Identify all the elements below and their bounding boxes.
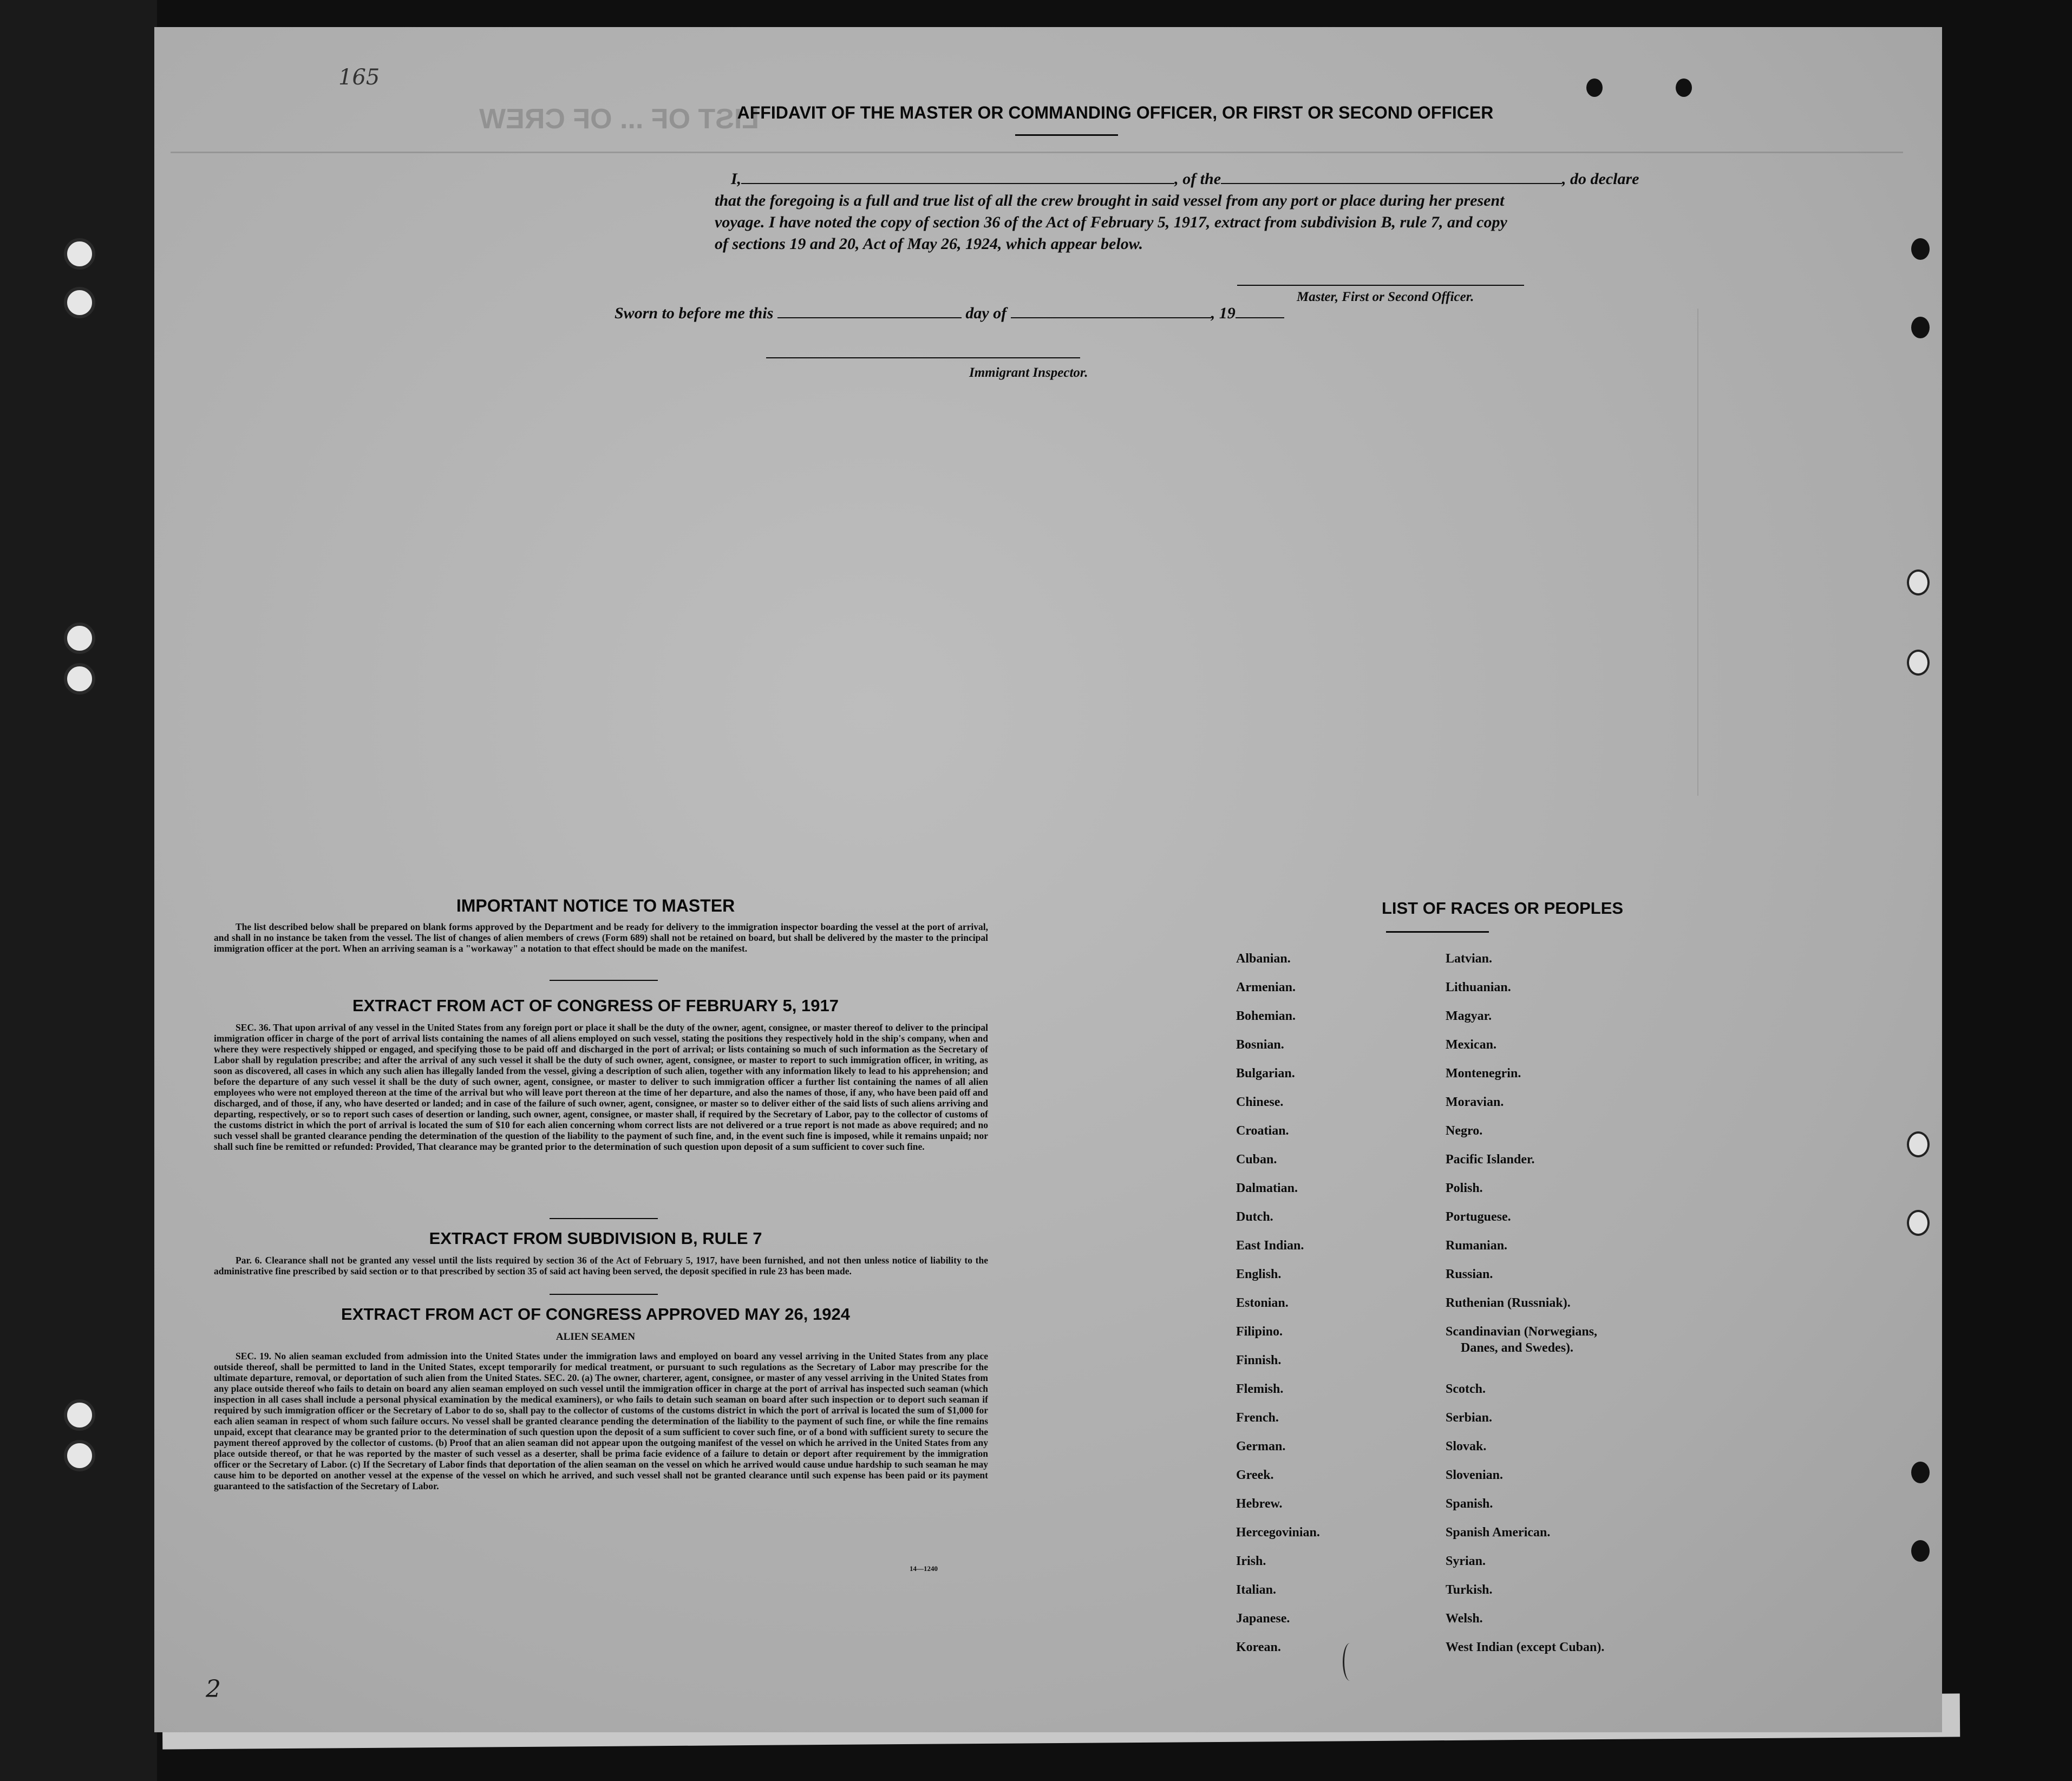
race-item: German. xyxy=(1236,1439,1286,1453)
race-item: Spanish American. xyxy=(1446,1525,1551,1540)
master-signature-label: Master, First or Second Officer. xyxy=(1297,290,1474,304)
section-rule xyxy=(550,1294,658,1295)
race-item: French. xyxy=(1236,1411,1279,1425)
punch-hole xyxy=(1911,1462,1930,1483)
bleed-through-line xyxy=(171,152,1903,153)
inspector-signature-line[interactable] xyxy=(766,357,1080,358)
affidavit-line3: voyage. I have noted the copy of section 36 of the Act of February 5, 1917, extract from subdivision B, rule 7, and copy xyxy=(715,213,1507,231)
race-item: Filipino. xyxy=(1236,1325,1283,1339)
punch-hole xyxy=(1911,317,1930,338)
master-signature-line[interactable] xyxy=(1237,285,1524,286)
race-item: Moravian. xyxy=(1446,1095,1504,1109)
race-item: Finnish. xyxy=(1236,1353,1282,1367)
race-item: Hercegovinian. xyxy=(1236,1525,1320,1540)
punch-hole xyxy=(1907,650,1930,676)
bleed-through-text: LIST OF ... OF CREW xyxy=(479,103,760,135)
race-item: Korean. xyxy=(1236,1640,1281,1654)
affidavit-line1: I, , of the , do declare xyxy=(731,170,1639,188)
race-item: Portuguese. xyxy=(1446,1210,1511,1224)
section-rule xyxy=(550,980,658,981)
race-item: Polish. xyxy=(1446,1181,1483,1195)
race-item: Magyar. xyxy=(1446,1009,1492,1023)
inspector-signature-label: Immigrant Inspector. xyxy=(969,365,1088,380)
race-item: Serbian. xyxy=(1446,1411,1493,1425)
race-item: Irish. xyxy=(1236,1554,1266,1568)
race-item: Slovak. xyxy=(1446,1439,1487,1453)
race-item: Rumanian. xyxy=(1446,1239,1508,1253)
document-page xyxy=(154,27,1942,1732)
race-item: Scandinavian (Norwegians, xyxy=(1446,1325,1598,1339)
bleed-through-column xyxy=(1697,309,1915,796)
race-item: Italian. xyxy=(1236,1583,1277,1597)
race-item: Latvian. xyxy=(1446,952,1493,966)
race-item: Turkish. xyxy=(1446,1583,1493,1597)
affidavit-line2: that the foregoing is a full and true list of all the crew brought in said vessel from any port or place during her present xyxy=(715,192,1505,209)
race-item: Dalmatian. xyxy=(1236,1181,1298,1195)
notice-text: The list described below shall be prepared on blank forms approved by the Department and be ready for delivery to the immigration inspector boarding the vessel at the port of arrival, and shall in no instance be taken from the vessel. The list of changes of alien members of crews (Form 689) shall not be retained on board, but shall be delivered by the master to the principal immigration officer at the port. When an arriving seaman is a "workaway" a notation to that effect should be made on the manifest. xyxy=(214,921,988,954)
extract-1917-text: SEC. 36. That upon arrival of any vessel in the United States from any foreign port or place it shall be the duty of the owner, agent, consignee, or master thereof to deliver to the principal immigration officer in charge of the port of arrival lists containing the names of all aliens employed on such vessel, stating the positions they respectively hold in the ship's company, when and where they were respectively shipped or engaged, and specifying those to be paid off and discharged in the port of arrival; or lists containing so much of such information as the Secretary of Labor shall by regulation prescribe; and after the arrival of any such vessel it shall be the duty of such owner, agent, consignee, or master to report to such immigration officer, in writing, as soon as discovered, all cases in which any such alien has illegally landed from the vessel, giving a description of such alien, together with any information likely to lead to his apprehension; and before the departure of any such vessel it shall be the duty of such owner, agent, consignee, or master to deliver to such immigration officer a further list containing the names of all alien employees who were not employed thereon at the time of the arrival but who will leave port thereon at the time of her departure, and also the names of those, if any, who have been paid off and discharged, and of those, if any, who have deserted or landed; and in case of the failure of such owner, agent, consignee, or master so to deliver either of the said lists of such aliens arriving and departing, respectively, or so to report such cases of desertion or landing, such owner, agent, consignee, or master shall, if required by the Secretary of Labor, pay to the collector of customs of the customs district in which the port of arrival is located the sum of $10 for each alien concerning whom correct lists are not delivered or a true report is not made as above required; and no such vessel shall be granted clearance pending the determination of the question of the liability to the payment of such fine, and, in the event such fine is imposed, while it remains unpaid; nor shall such fine be remitted or refunded: Provided, That clearance may be granted prior to the determination of such question upon deposit of a sum sufficient to cover such fine. xyxy=(214,1022,988,1152)
punch-hole xyxy=(1907,1210,1930,1236)
race-item: Mexican. xyxy=(1446,1038,1496,1052)
pencil-mark xyxy=(1343,1643,1357,1681)
race-item: Flemish. xyxy=(1236,1382,1284,1396)
race-item: Hebrew. xyxy=(1236,1497,1283,1511)
stamp-number: 165 xyxy=(338,65,380,90)
punch-hole xyxy=(1586,78,1603,97)
form-number: 14—1240 xyxy=(910,1564,938,1573)
binder-hole xyxy=(64,1399,95,1431)
binder-hole xyxy=(64,623,95,654)
punch-hole xyxy=(1911,238,1930,260)
race-item: Bosnian. xyxy=(1236,1038,1284,1052)
race-item: Ruthenian (Russniak). xyxy=(1446,1296,1571,1310)
race-item: Russian. xyxy=(1446,1267,1493,1281)
sworn-year-blank[interactable] xyxy=(1236,317,1284,318)
races-heading-rule xyxy=(1386,931,1489,933)
extract-1917-heading: EXTRACT FROM ACT OF CONGRESS OF FEBRUARY 5, 1917 xyxy=(352,996,839,1015)
race-item: Pacific Islander. xyxy=(1446,1153,1535,1167)
section-rule xyxy=(550,1218,658,1219)
binder-hole xyxy=(64,287,95,318)
race-item: Slovenian. xyxy=(1446,1468,1504,1482)
race-item: Lithuanian. xyxy=(1446,980,1511,994)
punch-hole xyxy=(1911,1540,1930,1562)
binder-hole xyxy=(64,1440,95,1471)
race-item: Cuban. xyxy=(1236,1153,1277,1167)
race-item: West Indian (except Cuban). xyxy=(1446,1640,1605,1654)
race-item: Spanish. xyxy=(1446,1497,1493,1511)
race-item: Scotch. xyxy=(1446,1382,1486,1396)
punch-hole xyxy=(1676,78,1692,97)
race-item: East Indian. xyxy=(1236,1239,1304,1253)
sworn-line: Sworn to before me this day of , 19 xyxy=(615,303,1284,324)
rule7-heading: EXTRACT FROM SUBDIVISION B, RULE 7 xyxy=(429,1229,762,1248)
sworn-day-blank[interactable] xyxy=(777,317,962,318)
race-item: Bulgarian. xyxy=(1236,1066,1295,1081)
race-item: Bohemian. xyxy=(1236,1009,1296,1023)
alien-seamen-subheading: ALIEN SEAMEN xyxy=(555,1331,636,1343)
affidavit-heading: AFFIDAVIT OF THE MASTER OR COMMANDING OFFICER, OR FIRST OR SECOND OFFICER xyxy=(737,103,1494,122)
race-item: Albanian. xyxy=(1236,952,1291,966)
extract-1924-heading: EXTRACT FROM ACT OF CONGRESS APPROVED MAY 26, 1924 xyxy=(341,1305,850,1324)
race-item: Greek. xyxy=(1236,1468,1274,1482)
races-column-2 xyxy=(1446,945,1727,1662)
notice-heading: IMPORTANT NOTICE TO MASTER xyxy=(456,896,735,915)
punch-hole xyxy=(1907,569,1930,595)
rule7-text: Par. 6. Clearance shall not be granted any vessel until the lists required by section 36 of the Act of February 5, 1917, have been furnished, and not then unless notice of liability to the administrative fine prescribed by said section or to that prescribed by section 35 of said act having been served, the deposit specified in rule 23 has been made. xyxy=(214,1255,988,1276)
heading-rule xyxy=(1015,134,1118,136)
race-item: Japanese. xyxy=(1236,1612,1290,1626)
name-blank[interactable] xyxy=(741,183,1174,184)
race-item: Montenegrin. xyxy=(1446,1066,1521,1081)
binder-hole xyxy=(64,238,95,270)
race-item: Chinese. xyxy=(1236,1095,1284,1109)
handwritten-page-number: 2 xyxy=(206,1675,221,1703)
sworn-month-blank[interactable] xyxy=(1011,317,1211,318)
races-heading: LIST OF RACES OR PEOPLES xyxy=(1381,899,1624,918)
race-item: Danes, and Swedes). xyxy=(1461,1341,1574,1355)
race-item: Croatian. xyxy=(1236,1124,1289,1138)
race-item: Armenian. xyxy=(1236,980,1296,994)
punch-hole xyxy=(1907,1131,1930,1157)
binder-hole xyxy=(64,663,95,695)
race-item: Dutch. xyxy=(1236,1210,1273,1224)
race-item: Welsh. xyxy=(1446,1612,1483,1626)
extract-1924-text: SEC. 19. No alien seaman excluded from admission into the United States under the immigration laws and employed on board any vessel arriving in the United States from any place outside thereof, shall be permitted to land in the United States, except temporarily for medical treatment, or pursuant to such regulations as the Secretary of Labor may prescribe for the ultimate departure, removal, or deportation of such alien from the United States. SEC. 20. (a) The owner, charterer, agent, consignee, or master of any vessel arriving in the United States from any place outside thereof who fails to detain on board any alien seaman employed on such vessel until the immigration officer in charge at the port of arrival has inspected such seaman (which inspection in all cases shall include a personal physical examination by the medical examiners), or who fails to detain such seaman on board after such inspection or to deport such seaman if required by such immigration officer or the Secretary of Labor to do so, shall pay to the collector of customs of the customs district in which the port of arrival is located the sum of $1,000 for each alien seaman in respect of whom such failure occurs. No vessel shall be granted clearance pending the determination of the liability to the payment of such fine, or while the fine remains unpaid, except that clearance may be granted prior to the determination of such question upon the deposit of a sum sufficient to cover such fine, or of a bond with sufficient surety to secure the payment thereof approved by the collector of customs. (b) Proof that an alien seaman did not appear upon the outgoing manifest of the vessel on which he arrived in the United States from any place outside thereof, or that he was reported by the master of such vessel as a deserter, shall be prima facie evidence of a failure to detain or deport after requirement by the immigration officer or the Secretary of Labor. (c) If the Secretary of Labor finds that deportation of the alien seaman on the vessel on which he arrived would cause undue hardship to such seaman he may cause him to be deported on another vessel at the expense of the vessel on which he arrived, and such vessel shall not be granted clearance until such expense has been paid or its payment guaranteed to the satisfaction of the Secretary of Labor. xyxy=(214,1351,988,1491)
affidavit-line4: of sections 19 and 20, Act of May 26, 1924, which appear below. xyxy=(715,235,1143,253)
race-item: Estonian. xyxy=(1236,1296,1289,1310)
race-item: Negro. xyxy=(1446,1124,1483,1138)
vessel-blank[interactable] xyxy=(1221,183,1562,184)
race-item: Syrian. xyxy=(1446,1554,1486,1568)
race-item: English. xyxy=(1236,1267,1282,1281)
races-column-1 xyxy=(1236,945,1442,1662)
